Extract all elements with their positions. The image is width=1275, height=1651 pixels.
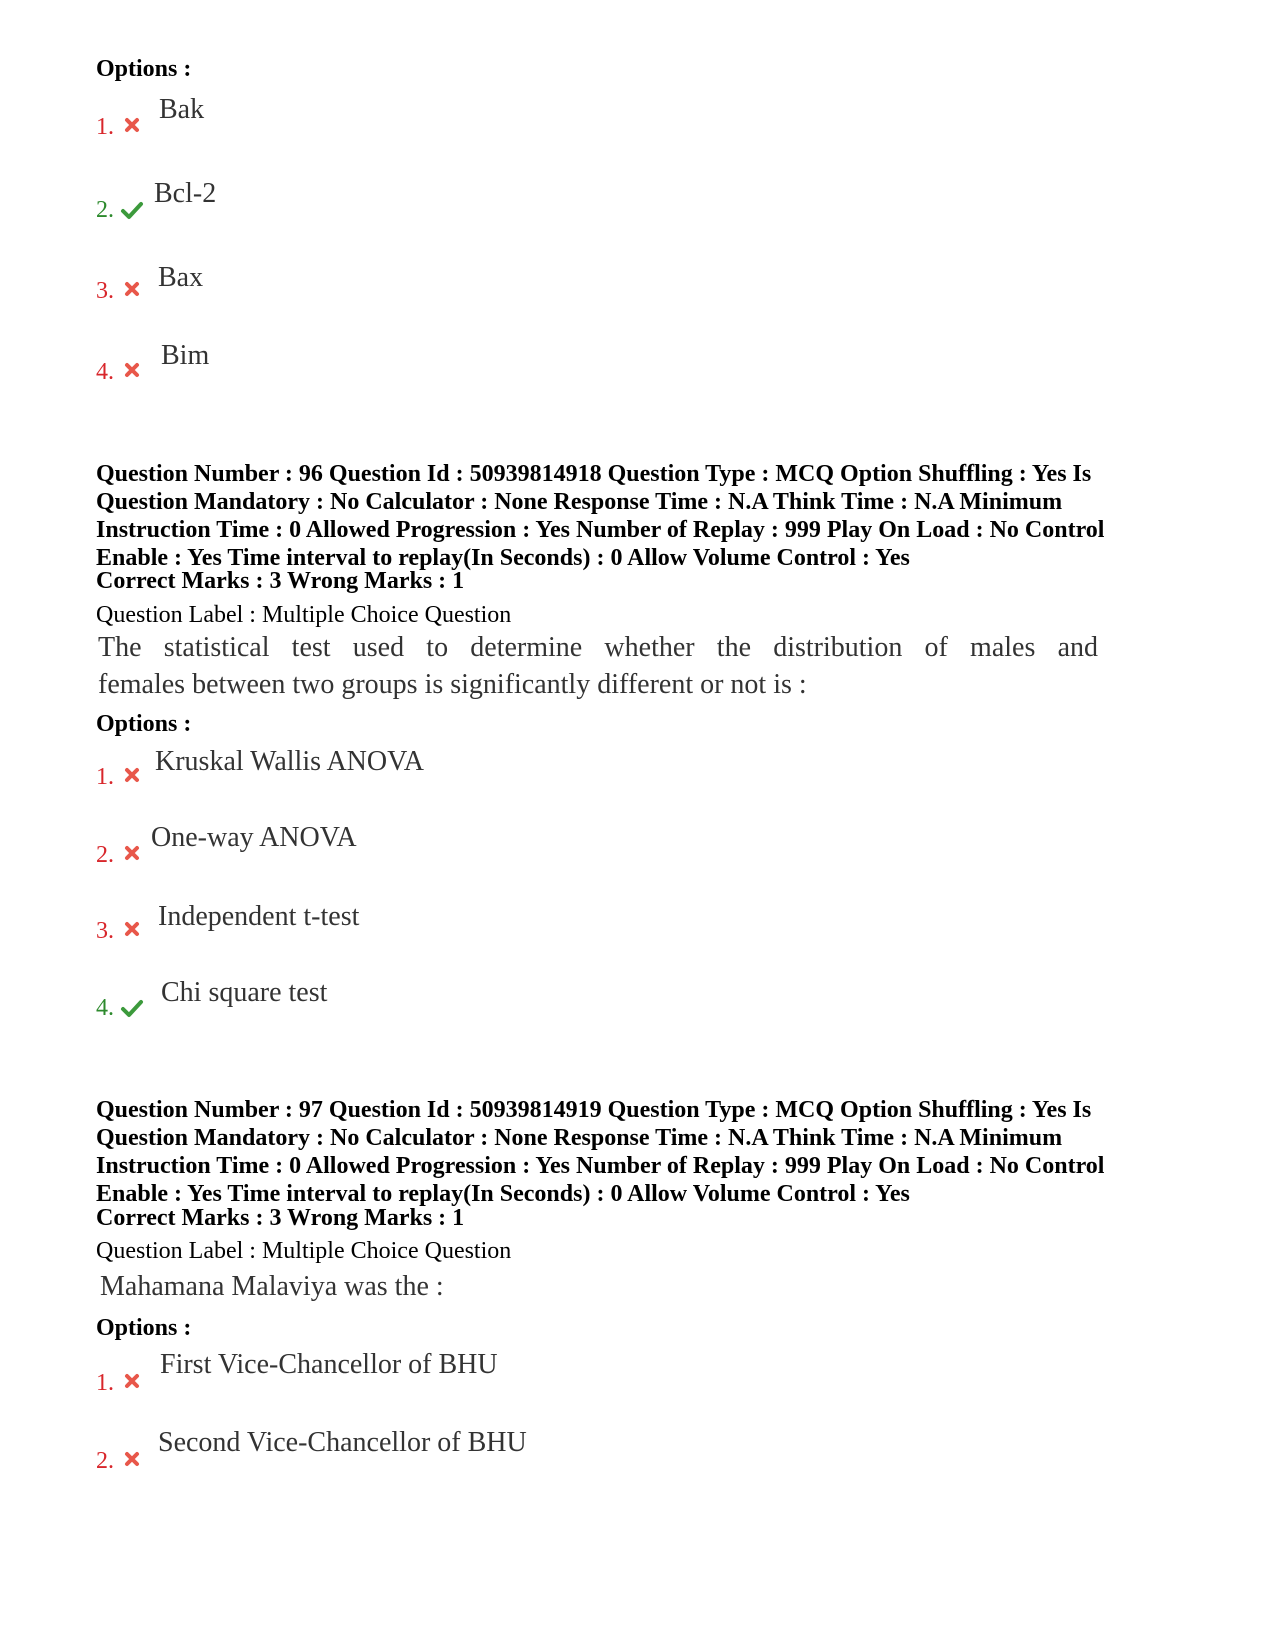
question-marks: Correct Marks : 3 Wrong Marks : 1 [96, 1205, 465, 1231]
question-label: Question Label : Multiple Choice Question [96, 602, 512, 628]
options-heading: Options : [96, 711, 192, 737]
option-number: 2. [96, 1448, 114, 1474]
option-number: 3. [96, 918, 114, 944]
checkmark-icon [120, 998, 144, 1018]
cross-icon [122, 765, 142, 785]
cross-icon [122, 1371, 142, 1391]
meta-line: Enable : Yes Time interval to replay(In Seconds) : 0 Allow Volume Control : Yes [96, 1181, 910, 1207]
option-text: Second Vice-Chancellor of BHU [158, 1427, 527, 1458]
option-text: Kruskal Wallis ANOVA [155, 746, 424, 777]
question-text-line: females between two groups is significantly different or not is : [98, 669, 807, 700]
option-text: Independent t-test [158, 901, 360, 932]
cross-icon [122, 360, 142, 380]
meta-line: Question Mandatory : No Calculator : None Response Time : N.A Think Time : N.A Minimum [96, 489, 1063, 515]
question-text-line: The statistical test used to determine whether the distribution of males and [98, 632, 1098, 663]
option-text: First Vice-Chancellor of BHU [160, 1349, 498, 1380]
option-number: 3. [96, 278, 114, 304]
question-text-line: Mahamana Malaviya was the : [100, 1271, 444, 1302]
cross-icon [122, 1449, 142, 1469]
question-meta [96, 1096, 1196, 1208]
meta-line: Instruction Time : 0 Allowed Progression : Yes Number of Replay : 999 Play On Load : No Control [96, 517, 1105, 543]
question-label: Question Label : Multiple Choice Question [96, 1238, 512, 1264]
checkmark-icon [120, 200, 144, 220]
option-number: 2. [96, 197, 114, 223]
option-text: Bax [158, 262, 204, 293]
meta-line: Question Number : 97 Question Id : 50939814919 Question Type : MCQ Option Shuffling : Yes Is [96, 1097, 1092, 1123]
meta-line: Enable : Yes Time interval to replay(In Seconds) : 0 Allow Volume Control : Yes [96, 545, 910, 571]
option-text: One-way ANOVA [151, 822, 357, 853]
option-text: Chi square test [161, 977, 328, 1008]
cross-icon [122, 279, 142, 299]
meta-line: Question Number : 96 Question Id : 50939814918 Question Type : MCQ Option Shuffling : Yes Is [96, 461, 1092, 487]
option-number: 4. [96, 359, 114, 385]
options-heading: Options : [96, 56, 192, 82]
option-text: Bak [159, 94, 205, 125]
question-meta [96, 460, 1196, 572]
option-number: 1. [96, 764, 114, 790]
cross-icon [122, 919, 142, 939]
options-heading: Options : [96, 1315, 192, 1341]
option-text: Bcl-2 [154, 178, 217, 209]
question-marks: Correct Marks : 3 Wrong Marks : 1 [96, 568, 465, 594]
meta-line: Question Mandatory : No Calculator : None Response Time : N.A Think Time : N.A Minimum [96, 1125, 1063, 1151]
cross-icon [122, 115, 142, 135]
option-number: 2. [96, 842, 114, 868]
option-number: 1. [96, 114, 114, 140]
option-number: 4. [96, 995, 114, 1021]
meta-line: Instruction Time : 0 Allowed Progression : Yes Number of Replay : 999 Play On Load : No Control [96, 1153, 1105, 1179]
option-number: 1. [96, 1370, 114, 1396]
cross-icon [122, 843, 142, 863]
option-text: Bim [161, 340, 210, 371]
